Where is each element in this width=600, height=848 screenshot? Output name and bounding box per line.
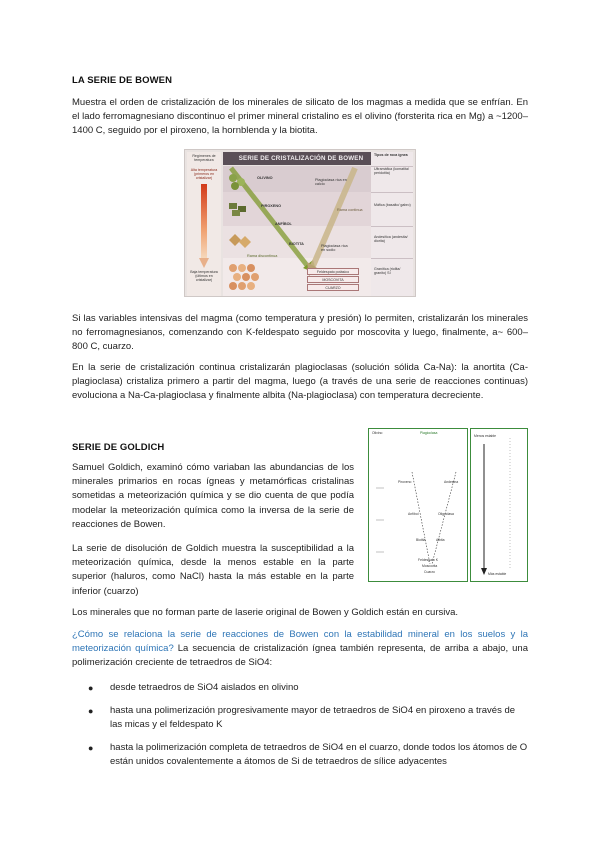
bullet-text: desde tetraedros de SiO4 aislados en olivino xyxy=(110,682,299,693)
goldich-quartz-label: Cuarzo xyxy=(424,570,435,574)
bowen-paragraph-2: Si las variables intensivas del magma (como temperatura y presión) lo permiten, cristalizarán los minerales no ferromagnesianos, comenzando con K-feldespato seguido por moscovita y luego, finalmente, a~ 600–800 C, cuarzo. xyxy=(72,313,528,353)
figure-title: SERIE DE CRISTALIZACIÓN DE BOWEN xyxy=(223,152,379,165)
rock-type-mafic: Máfica (basalto/ gabro) xyxy=(371,192,413,226)
goldich-heading: SERIE DE GOLDICH xyxy=(72,442,165,453)
mineral-pyroxene: PIROXENO xyxy=(261,204,282,208)
bullet-text: hasta una polimerización progresivamente mayor de tetraedros de SiO4 en piroxeno a través de las micas y el feldespato K xyxy=(110,705,516,731)
granite-crystals xyxy=(227,262,267,294)
goldich-albite-label: Albita xyxy=(436,538,445,542)
pyroxene-crystals xyxy=(227,200,253,218)
goldich-oligoclase-label: Oligoclasa xyxy=(438,512,454,516)
bullet-dot: ● xyxy=(88,706,94,716)
mineral-amphibole: ANFÍBOL xyxy=(275,222,292,226)
goldich-kfeldspar-label: Feldespato K xyxy=(418,558,438,562)
goldich-paragraph-2: La serie de disolución de Goldich muestra la susceptibilidad a la meteorización química, desde la menos estable en la parte superior (haluros, como NaCl) hasta la más estable en la parte inferior (cuarzo) xyxy=(72,543,354,597)
plagioclase-ca-label: Plagioclasa rica en calcio xyxy=(315,178,347,186)
muscovite-box: MOSCOVITA xyxy=(307,276,359,283)
quartz-box: CUARZO xyxy=(307,284,359,291)
bowen-intro-paragraph: Muestra el orden de cristalización de los minerales de silicato de los magmas a medida que se enfrían. En el lado ferromagnesiano discontinuo el primer mineral cristalino es el olivino (forsterita rica en Mg) a ~1200–1400 C, seguido por el piroxeno, la hornblenda y la biotita. xyxy=(72,97,528,137)
answer-text: La secuencia de cristalización ígnea también representa, de arriba a abajo, una polimerización creciente de tetraedros de SiO4: xyxy=(72,643,529,669)
rock-type-header: Tipos de roca ígnea xyxy=(374,153,408,157)
bullet-dot: ● xyxy=(88,683,94,693)
kfeldspar-box: Feldespato potásico xyxy=(307,268,359,275)
goldich-top-mid-label: Plagioclasa xyxy=(420,431,438,435)
question-text: ¿Cómo se relaciona la serie de reacciones de Bowen con la estabilidad mineral en los suelos y la meteorización química? xyxy=(72,629,528,655)
goldich-top-left-label: Olivino xyxy=(372,431,383,435)
mineral-olivine: OLIVINO xyxy=(257,176,273,180)
temperature-arrow xyxy=(199,184,209,268)
goldich-amphibole-label: Anfíbol xyxy=(408,512,419,516)
bowen-series-figure xyxy=(184,149,416,297)
discontinuous-branch-label: Rama discontinua xyxy=(247,254,278,258)
less-stable-label: Menos estable xyxy=(474,434,497,438)
low-temp-label: Baja temperatura (últimos en cristalizar) xyxy=(190,270,218,283)
rock-type-andesitic: Andesítica (andesita/ diorita) xyxy=(371,226,413,258)
goldich-muscovite-label: Moscovita xyxy=(422,564,438,568)
bowen-heading: LA SERIE DE BOWEN xyxy=(72,75,173,86)
goldich-andesine-label: Andesina xyxy=(444,480,459,484)
olivine-crystals xyxy=(227,172,251,192)
rock-type-ultramafic: Ultramáfica (komatita/ peridotita) xyxy=(371,166,413,192)
italic-note: Los minerales que no forman parte de laserie original de Bowen y Goldich están en cursiva. xyxy=(72,607,459,618)
more-stable-label: Más estable xyxy=(488,572,507,576)
rock-type-granitic: Granítica (riolita/ granito) SI xyxy=(371,258,413,296)
plagioclase-na-label: Plagioclasa rica en sodio xyxy=(321,244,348,252)
goldich-biotite-label: Biotita xyxy=(416,538,426,542)
mineral-biotite: BIOTITA xyxy=(289,242,304,246)
amphibole-crystals xyxy=(227,230,257,252)
bowen-paragraph-3: En la serie de cristalización continua cristalizarán plagioclasas (solución sólida Ca-Na): la anortita (Ca-plagioclasa) cristaliza primero a partir del magma, luego (a través de una serie de reacciones continuas) evoluciona a Na-Ca-plagioclasa y finalmente albita (Na-plagioclasa) con temperatura decreciente. xyxy=(72,362,528,402)
high-temp-label: Alta temperatura (primeros en cristalizar) xyxy=(190,168,218,181)
goldich-paragraph-1: Samuel Goldich, examinó cómo variaban las abundancias de los minerales primarios en rocas ígneas y metamórficas cristalinas sometidas a meteorización química y se dio cuenta de que podía modelar la meteorización química como la inversa de la serie de reacciones de Bowen. xyxy=(72,462,354,530)
goldich-series-figure xyxy=(368,428,528,582)
goldich-pyroxene-label: Piroxeno xyxy=(398,480,412,484)
question-paragraph xyxy=(72,628,528,671)
continuous-branch-label: Rama continua xyxy=(337,208,363,212)
stability-arrow xyxy=(470,428,528,582)
bullet-dot: ● xyxy=(88,743,94,753)
bullet-text: hasta la polimerización completa de tetraedros de SiO4 en el cuarzo, donde todos los átomos de O están unidos covalentemente a átomos de Si de tetraedros de sílice adyacentes xyxy=(110,742,528,768)
temperature-header: Regímenes de temperatura xyxy=(192,154,216,163)
